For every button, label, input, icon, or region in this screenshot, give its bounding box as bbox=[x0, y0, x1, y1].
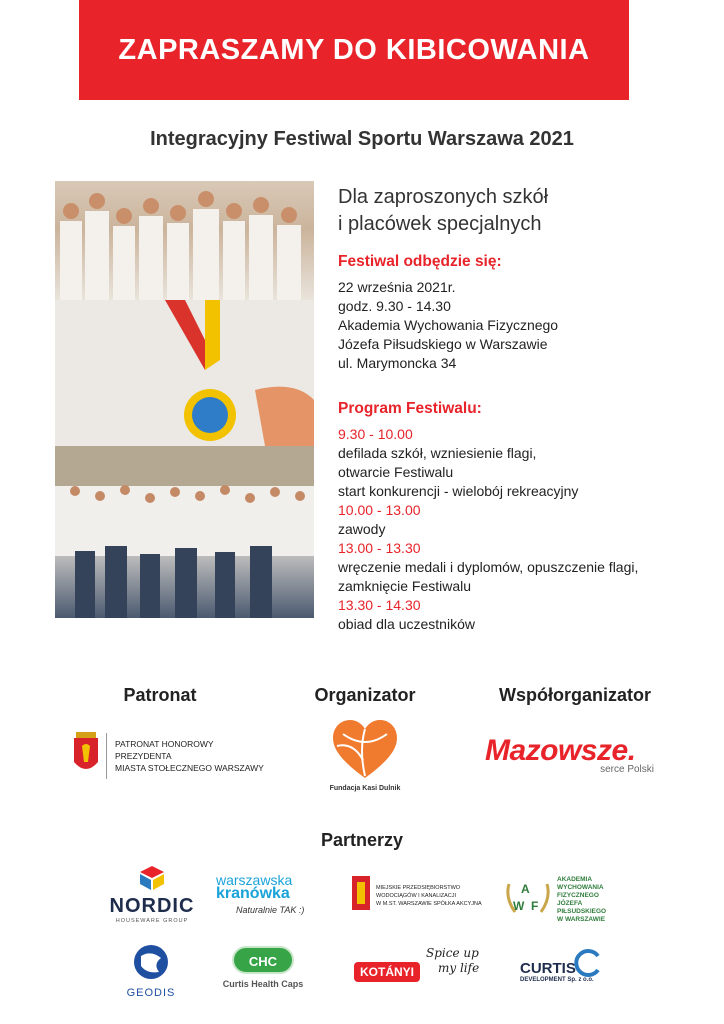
chc-badge: CHC bbox=[232, 946, 294, 974]
geodis-globe-icon bbox=[131, 967, 171, 984]
awf-text-line: AKADEMIA bbox=[557, 876, 593, 883]
program-text: obiad dla uczestników bbox=[338, 616, 475, 632]
invite-line-2: i placówek specjalnych bbox=[338, 213, 542, 235]
kranowka-line-1: warszawska bbox=[216, 872, 293, 888]
mpwik-text-line: W M.ST. WARSZAWIE SPÓŁKA AKCYJNA bbox=[376, 900, 482, 907]
organizator-heading: Organizator bbox=[314, 685, 416, 705]
svg-text:A: A bbox=[521, 881, 530, 896]
warsaw-crest-icon bbox=[72, 732, 100, 781]
program-text: zamknięcie Festiwalu bbox=[338, 578, 472, 594]
awf-text-line: FIZYCZNEGO bbox=[557, 892, 599, 899]
festival-hours: godz. 9.30 - 14.30 bbox=[338, 298, 451, 314]
kranowka-line-2: kranówka bbox=[216, 885, 290, 902]
event-subtitle: Integracyjny Festiwal Sportu Warszawa 2021 bbox=[150, 128, 574, 150]
geodis-logo bbox=[122, 944, 180, 999]
patronat-divider bbox=[106, 733, 107, 779]
mpwik-logo bbox=[352, 876, 492, 915]
organizator-caption: Fundacja Kasi Dulnik bbox=[329, 785, 401, 792]
program-text: defilada szkół, wzniesienie flagi, bbox=[338, 445, 537, 461]
curtis-logo bbox=[520, 948, 630, 983]
svg-text:W: W bbox=[513, 898, 525, 913]
event-photo-group bbox=[55, 181, 314, 301]
patronat-text-line: PATRONAT HONOROWY PREZYDENTA bbox=[115, 739, 214, 761]
program-time: 13.30 - 14.30 bbox=[338, 597, 421, 613]
banner-title: ZAPRASZAMY DO KIBICOWANIA bbox=[118, 33, 590, 66]
medal-photo bbox=[55, 300, 314, 446]
program-time: 10.00 - 13.00 bbox=[338, 502, 421, 518]
kranowka-slogan: Naturalnie TAK :) bbox=[236, 905, 305, 915]
heart-basketball-icon bbox=[333, 767, 397, 784]
awf-emblem-icon bbox=[505, 878, 551, 923]
awf-text-line: W WARSZAWIE bbox=[557, 916, 606, 923]
mpwik-crest-icon bbox=[352, 876, 370, 915]
festival-venue-1: Akademia Wychowania Fizycznego bbox=[338, 317, 559, 333]
kotanyi-script-line: my life bbox=[438, 961, 480, 975]
crowd-photo bbox=[55, 446, 314, 618]
event-info-column bbox=[338, 184, 708, 634]
nordic-logo bbox=[108, 866, 196, 924]
festival-date: 22 września 2021r. bbox=[338, 279, 456, 295]
curtis-emblem-icon bbox=[572, 948, 602, 983]
mazowsze-logo bbox=[485, 734, 670, 775]
svg-text:F: F bbox=[531, 898, 539, 913]
mazowsze-brand: Mazowsze. bbox=[485, 734, 636, 767]
program-time: 13.00 - 13.30 bbox=[338, 540, 421, 556]
festival-address: ul. Marymoncka 34 bbox=[338, 355, 457, 371]
invite-line-1: Dla zaproszonych szkół bbox=[338, 186, 549, 208]
kranowka-logo bbox=[216, 872, 316, 915]
header-banner bbox=[79, 0, 629, 100]
program-text: otwarcie Festiwalu bbox=[338, 464, 454, 480]
patronat-logo bbox=[72, 730, 272, 782]
program-time: 9.30 - 10.00 bbox=[338, 426, 413, 442]
patronat-heading: Patronat bbox=[123, 685, 197, 705]
mazowsze-tagline: serce Polski bbox=[600, 764, 654, 775]
chc-logo bbox=[210, 946, 316, 989]
festival-venue-2: Józefa Piłsudskiego w Warszawie bbox=[338, 336, 548, 352]
partners-heading: Partnerzy bbox=[320, 830, 404, 850]
geodis-word: GEODIS bbox=[126, 987, 176, 999]
curtis-word: CURTIS bbox=[520, 960, 576, 977]
curtis-subtext: DEVELOPMENT Sp. z o.o. bbox=[520, 977, 594, 983]
program-text: zawody bbox=[338, 521, 386, 537]
nordic-word: NORDIC bbox=[109, 895, 195, 917]
awf-logo bbox=[505, 876, 625, 924]
program-text: wręczenie medali i dyplomów, opuszczenie flagi, bbox=[338, 559, 639, 575]
chc-word: Curtis Health Caps bbox=[222, 979, 304, 989]
wspolorganizator-heading: Współorganizator bbox=[499, 685, 651, 705]
awf-text-line: JÓZEFA PIŁSUDSKIEGO bbox=[557, 900, 607, 915]
kotanyi-brand: KOTÁNYI bbox=[354, 962, 420, 982]
organizator-logo bbox=[325, 720, 405, 792]
program-text: start konkurencji - wielobój rekreacyjny bbox=[338, 483, 579, 499]
awf-text-line: WYCHOWANIA bbox=[557, 884, 604, 891]
mpwik-text-line: WODOCIĄGÓW I KANALIZACJI bbox=[376, 892, 457, 899]
program-heading: Program Festiwalu: bbox=[338, 400, 482, 417]
mpwik-text-line: MIEJSKIE PRZEDSIĘBIORSTWO bbox=[376, 884, 461, 891]
kotanyi-script-line: Spice up bbox=[426, 946, 479, 960]
patronat-text-line: MIASTA STOŁECZNEGO WARSZAWY bbox=[115, 763, 264, 773]
festival-heading: Festiwal odbędzie się: bbox=[338, 253, 502, 270]
nordic-cube-icon bbox=[138, 877, 166, 894]
nordic-subtext: HOUSEWARE GROUP bbox=[115, 918, 189, 924]
kotanyi-logo bbox=[354, 946, 494, 982]
